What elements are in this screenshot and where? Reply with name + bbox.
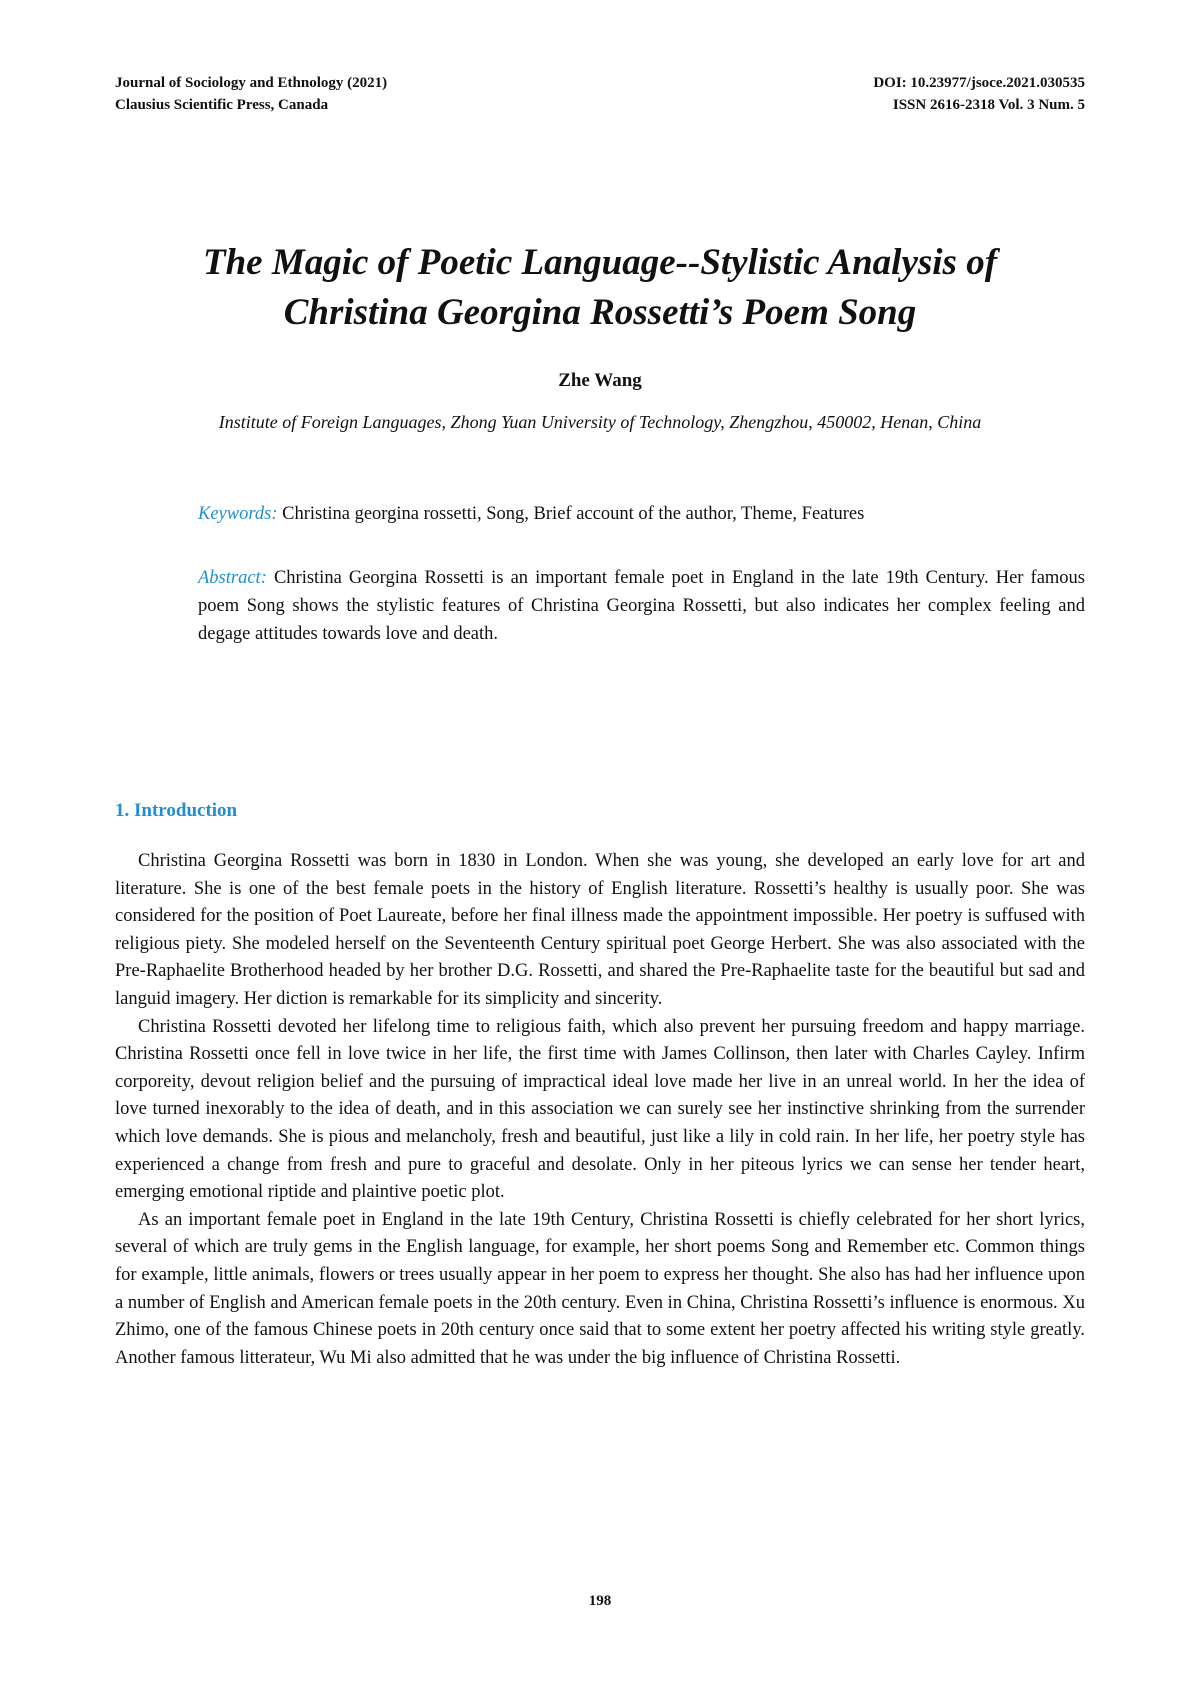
abstract-text: Christina Georgina Rossetti is an important female poet in England in the late 19th Century. Her famous poem Song shows the stylistic features of Christina Georgina Rossetti, but also indicates her complex feeling and degage attitudes towards love and death. [198, 568, 1085, 644]
running-header-left [115, 72, 387, 116]
paper-title-line-2: Christina Georgina Rossetti’s Poem Song [283, 292, 917, 333]
body-paragraph: As an important female poet in England in the late 19th Century, Christina Rossetti is chiefly celebrated for her short lyrics, several of which are truly gems in the English language, for example, her short poems Song and Remember etc. Common things for example, little animals, flowers or trees usually appear in her poem to express her thought. She also has had her influence upon a number of English and American female poets in the 20th century. Even in China, Christina Rossetti’s influence is enormous. Xu Zhimo, one of the famous Chinese poets in 20th century once said that to some extent her poetry affected his writing style greatly. Another famous litterateur, Wu Mi also admitted that he was under the big influence of Christina Rossetti. [115, 1209, 1085, 1368]
issn-volume: ISSN 2616-2318 Vol. 3 Num. 5 [892, 97, 1085, 113]
author-affiliation: Institute of Foreign Languages, Zhong Yuan University of Technology, Zhengzhou, 450002, Henan, China [218, 412, 982, 432]
keywords-text: Christina georgina rossetti, Song, Brief account of the author, Theme, Features [277, 504, 865, 524]
keywords-label: Keywords: [198, 504, 278, 524]
paper-title [100, 238, 1100, 338]
keywords-block [198, 500, 1085, 528]
publisher-name: Clausius Scientific Press, Canada [115, 97, 329, 113]
running-header-right [873, 72, 1085, 116]
introduction-body [115, 848, 1085, 1372]
body-paragraph: Christina Georgina Rossetti was born in 1830 in London. When she was young, she developed an early love for art and literature. She is one of the best female poets in the history of English literature. Rossetti’s healthy is usually poor. She was considered for the position of Poet Laureate, before her final illness made the appointment impossible. Her poetry is suffused with religious piety. She modeled herself on the Seventeenth Century spiritual poet George Herbert. She was also associated with the Pre-Raphaelite Brotherhood headed by her brother D.G. Rossetti, and shared the Pre-Raphaelite taste for the beautiful but sad and languid imagery. Her diction is remarkable for its simplicity and sincerity. [115, 851, 1085, 1009]
author-name: Zhe Wang [558, 370, 642, 391]
paper-title-line-1: The Magic of Poetic Language--Stylistic Analysis of [202, 242, 998, 283]
journal-name: Journal of Sociology and Ethnology (2021) [115, 75, 388, 91]
doi: DOI: 10.23977/jsoce.2021.030535 [873, 75, 1085, 91]
page-number: 198 [588, 1593, 612, 1609]
abstract-label: Abstract: [198, 568, 267, 588]
section-heading-introduction: 1. Introduction [115, 800, 238, 821]
abstract-block [198, 564, 1085, 648]
body-paragraph: Christina Rossetti devoted her lifelong time to religious faith, which also prevent her pursuing freedom and happy marriage. Christina Rossetti once fell in love twice in her life, the first time with James Collinson, then later with Charles Cayley. Infirm corporeity, devout religion belief and the pursuing of impractical ideal love made her live in an unreal world. In her the idea of love turned inexorably to the idea of death, and in this association we can surely see her instinctive shrinking from the surrender which love demands. She is pious and melancholy, fresh and beautiful, just like a lily in cold rain. In her life, her poetry style has experienced a change from fresh and pure to graceful and desolate. Only in her piteous lyrics we can sense her tender heart, emerging emotional riptide and plaintive poetic plot. [115, 1016, 1085, 1203]
